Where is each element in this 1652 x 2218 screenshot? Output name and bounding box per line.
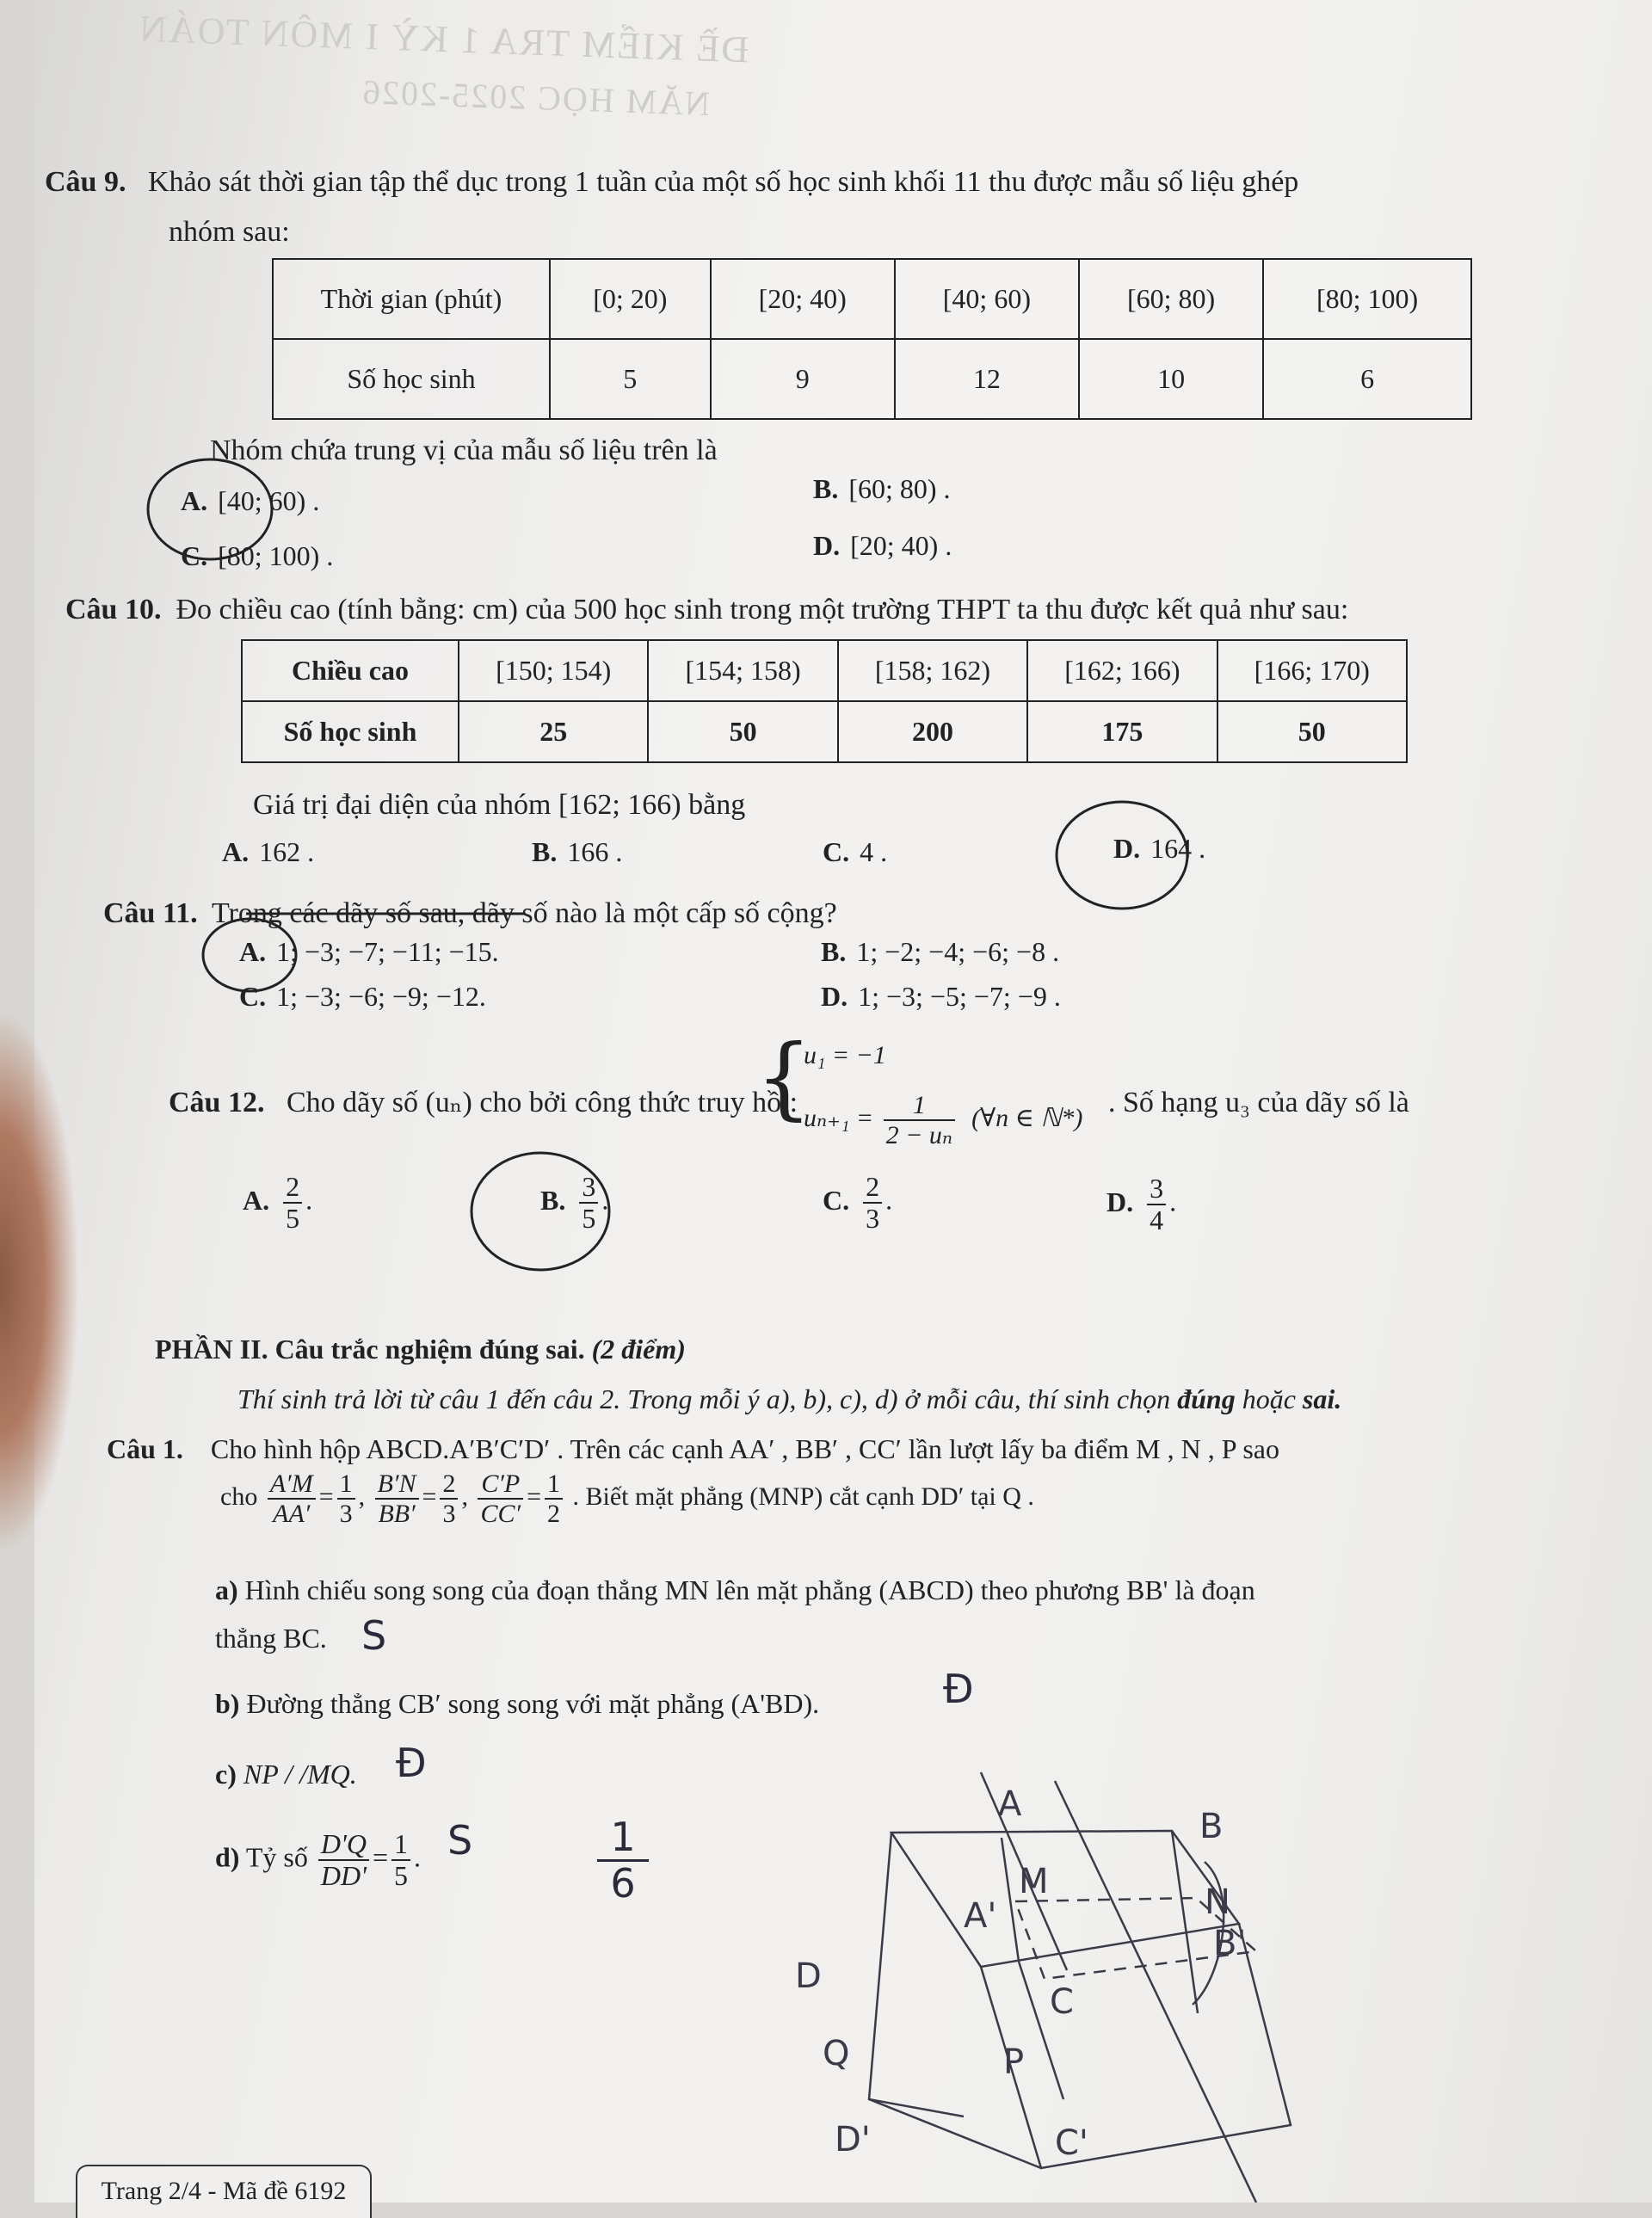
- option-key: D.: [821, 981, 848, 1012]
- option-key: D.: [1113, 833, 1141, 864]
- p2q1-f3-val: [545, 1469, 563, 1528]
- part2-instruction-b2: sai.: [1302, 1383, 1342, 1414]
- q10-option-d: [1113, 833, 1205, 865]
- q9-line2: nhóm sau:: [169, 216, 290, 248]
- q9-option-d: [813, 530, 952, 562]
- p2q1-line2-post: . Biết mặt phẳng (MNP) cắt cạnh DD′ tại Q .: [572, 1482, 1034, 1511]
- q10-table: [241, 639, 1408, 763]
- option-key: B.: [813, 473, 839, 504]
- q10-line: [65, 589, 1348, 631]
- frac-num: 1: [545, 1469, 563, 1500]
- p2q1-c-key: c): [215, 1759, 237, 1790]
- p2q1-label: Câu 1.: [107, 1433, 183, 1464]
- option-value: 166 .: [567, 836, 623, 867]
- sketch-label: P: [1003, 2042, 1025, 2082]
- q9-cell: [20; 40): [711, 259, 895, 339]
- sketch-label: M: [1019, 1862, 1049, 1901]
- q12-formula-lhs: uₙ₊₁ =: [804, 1103, 874, 1132]
- option-key: D.: [813, 530, 841, 561]
- q12-formula-line1: u₁ = −1: [804, 1041, 886, 1069]
- option-num: 3: [1147, 1174, 1166, 1205]
- q12-formula-fraction: [884, 1091, 955, 1149]
- p2q1-d-val: [391, 1829, 410, 1891]
- q9-cell: 9: [711, 339, 895, 419]
- part2-instruction-pre: Thí sinh trả lời từ câu 1 đến câu 2. Trong mỗi ý a), b), c), d) ở mỗi câu, thí sinh chọn: [237, 1383, 1171, 1414]
- option-fraction: [283, 1172, 302, 1234]
- frac-den: 5: [393, 1860, 408, 1892]
- frac-den: 3: [442, 1500, 456, 1528]
- option-value: 162 .: [259, 836, 315, 867]
- frac-num: C′P: [478, 1469, 523, 1500]
- q12-formula-line2: [804, 1091, 1082, 1149]
- part2-heading: PHẦN II. Câu trắc nghiệm đúng sai.: [155, 1334, 585, 1365]
- sketch-label: Q: [823, 2034, 850, 2073]
- q9-option-c: [181, 540, 333, 572]
- sketch-label: C: [1050, 1982, 1074, 2022]
- q10-cell: [154; 158): [648, 640, 837, 701]
- option-value: 4 .: [860, 836, 888, 867]
- q10-option-b: [532, 836, 622, 868]
- option-value: 1; −3; −6; −9; −12.: [276, 981, 486, 1012]
- option-num: 3: [579, 1172, 598, 1204]
- option-key: C.: [823, 1184, 850, 1216]
- q9-prompt: Nhóm chứa trung vị của mẫu số liệu trên là: [210, 434, 718, 466]
- hand-fraction-den: 6: [597, 1859, 649, 1906]
- option-key: D.: [1106, 1186, 1134, 1217]
- option-key: C.: [823, 836, 850, 867]
- hand-mark-d: S: [447, 1817, 473, 1864]
- option-fraction: [1147, 1174, 1166, 1235]
- option-key: B.: [540, 1184, 566, 1216]
- p2q1-d-key: d): [215, 1841, 240, 1873]
- sketch-label: D: [795, 1956, 822, 1996]
- q12-brace: {: [755, 1025, 813, 1130]
- option-value: 164 .: [1150, 833, 1206, 864]
- q9-cell: 12: [895, 339, 1079, 419]
- p2q1-d: d) Tỷ số $\frac{D'Q}{DD'}$ = $\frac{1}{5}$ .: [215, 1828, 421, 1892]
- part2-instruction-b1: đúng: [1177, 1383, 1236, 1414]
- p2q1-d-frac: [318, 1829, 369, 1891]
- option-value: 1; −2; −4; −6; −8 .: [856, 936, 1060, 967]
- option-den: 5: [286, 1203, 300, 1235]
- option-den: 5: [582, 1203, 596, 1235]
- q9-cell: Số học sinh: [273, 339, 550, 419]
- q9-text: Khảo sát thời gian tập thể dục trong 1 tuần của một số học sinh khối 11 thu được mẫu số liệu ghép: [147, 166, 1299, 198]
- q10-cell: 175: [1027, 701, 1217, 762]
- p2q1-line2-pre: cho: [220, 1482, 258, 1511]
- q9-option-a: [181, 485, 319, 517]
- option-key: B.: [532, 836, 558, 867]
- q10-cell: [150; 154): [459, 640, 648, 701]
- q9-label: Câu 9.: [45, 166, 126, 198]
- q10-cell: 25: [459, 701, 648, 762]
- q12-formula-num: 1: [884, 1091, 955, 1121]
- q10-option-c: [823, 836, 887, 868]
- q10-prompt: Giá trị đại diện của nhóm [162; 166) bằng: [253, 789, 746, 821]
- q12-option-b: B. $\frac{3}{5}$ .: [540, 1171, 609, 1235]
- q11-option-d: [821, 981, 1061, 1013]
- q9-cell: 5: [550, 339, 711, 419]
- p2q1-a-text2: thẳng BC.: [215, 1623, 327, 1654]
- q12-option-d: D. $\frac{3}{4}$ .: [1106, 1173, 1177, 1236]
- q10-table-row: [242, 640, 1407, 701]
- part2-heading-line: [155, 1330, 686, 1369]
- frac-den: 2: [546, 1500, 560, 1528]
- sketch-label: A': [964, 1896, 997, 1936]
- p2q1-a-text: Hình chiếu song song của đoạn thẳng MN lên mặt phẳng (ABCD) theo phương BB' là đoạn: [244, 1574, 1255, 1605]
- p2q1-f1-val: [337, 1469, 355, 1528]
- q11-option-a: [239, 936, 499, 968]
- frac-num: A′M: [268, 1469, 316, 1500]
- hand-fraction: [597, 1815, 649, 1905]
- q12-label: Câu 12.: [169, 1087, 265, 1118]
- frac-num: B′N: [375, 1469, 419, 1500]
- option-value: 1; −3; −5; −7; −9 .: [858, 981, 1061, 1012]
- q10-cell: [166; 170): [1217, 640, 1407, 701]
- bleed-through-text-2: NĂM HỌC 2025-2026: [361, 71, 711, 124]
- option-value: [80; 100) .: [218, 540, 334, 571]
- frac-den: CC′: [480, 1500, 521, 1528]
- p2q1-f2: [375, 1469, 419, 1528]
- q9-cell: [80; 100): [1263, 259, 1471, 339]
- q9-cell: 6: [1263, 339, 1471, 419]
- option-value: 1; −3; −7; −11; −15.: [276, 936, 499, 967]
- frac-num: 2: [440, 1469, 458, 1500]
- p2q1-line1: [107, 1430, 1279, 1469]
- frac-num: D'Q: [318, 1829, 369, 1861]
- q9-cell: Thời gian (phút): [273, 259, 550, 339]
- page-footer: Trang 2/4 - Mã đề 6192: [76, 2165, 372, 2218]
- hand-mark-b: Đ: [943, 1666, 974, 1712]
- q10-label: Câu 10.: [65, 594, 162, 625]
- bleed-through-text: ĐỀ KIỂM TRA 1 KỲ I MÔN TOÁN: [137, 7, 749, 71]
- sketch-label: B: [1199, 1807, 1224, 1846]
- p2q1-f3: [478, 1469, 523, 1528]
- frac-den: DD': [320, 1860, 367, 1892]
- p2q1-b-text: Đường thẳng CB′ song song với mặt phẳng (A'BD).: [246, 1688, 820, 1719]
- q9-table: [272, 258, 1472, 420]
- part2-instruction-mid: hoặc: [1242, 1383, 1296, 1414]
- p2q1-c-text: NP / /MQ.: [243, 1759, 357, 1790]
- q9-cell: [60; 80): [1079, 259, 1263, 339]
- p2q1-f2-val: [440, 1469, 458, 1528]
- option-den: 3: [866, 1203, 880, 1235]
- q11-option-c: [239, 981, 486, 1013]
- q10-cell: [162; 166): [1027, 640, 1217, 701]
- q10-cell: 50: [1217, 701, 1407, 762]
- q11-line: [103, 893, 837, 934]
- q10-table-row: [242, 701, 1407, 762]
- frac-num: 1: [337, 1469, 355, 1500]
- p2q1-d-text-pre: Tỷ số: [245, 1841, 308, 1873]
- p2q1-b: [215, 1685, 819, 1723]
- option-num: 2: [863, 1172, 882, 1204]
- q10-cell: Số học sinh: [242, 701, 459, 762]
- p2q1-a: [215, 1571, 1255, 1610]
- frac-den: BB′: [378, 1500, 416, 1528]
- q12-text-after: . Số hạng u₃ của dãy số là: [1108, 1087, 1409, 1118]
- option-den: 4: [1150, 1204, 1164, 1236]
- q10-text: Đo chiều cao (tính bằng: cm) của 500 học sinh trong một trường THPT ta thu được kết quả như sau:: [176, 594, 1349, 625]
- q12-formula-den: 2 − uₙ: [885, 1121, 953, 1149]
- p2q1-b-key: b): [215, 1688, 240, 1719]
- option-value: [60; 80) .: [848, 473, 951, 504]
- frac-den: 3: [339, 1500, 353, 1528]
- q9-table-row: [273, 339, 1471, 419]
- q12-option-a: A. $\frac{2}{5}$ .: [243, 1171, 313, 1235]
- q12-text-before: Cho dãy số (uₙ) cho bởi công thức truy hồi:: [286, 1087, 798, 1118]
- q10-cell: 50: [648, 701, 837, 762]
- option-num: 2: [283, 1172, 302, 1204]
- option-value: [20; 40) .: [850, 530, 952, 561]
- q10-cell: Chiều cao: [242, 640, 459, 701]
- part2-points: (2 điểm): [591, 1334, 686, 1365]
- sketch-label: B': [1213, 1924, 1247, 1963]
- p2q1-line2: cho $\frac{A'M}{AA'}$ = $\frac{1}{3}$ , $\frac{B'N}{BB'}$ = $\frac{2}{3}$ , $\frac{C'P}{CC'}$ = $\frac{1}{2}$ . Biết mặt phẳng (MNP) cắt cạnh DD′ tại Q .: [220, 1469, 1034, 1528]
- option-key: A.: [243, 1184, 270, 1216]
- hand-mark-a: S: [361, 1612, 387, 1659]
- q9-option-b: [813, 473, 951, 505]
- q10-option-a: [222, 836, 314, 868]
- option-key: A.: [181, 485, 208, 516]
- q9-cell: 10: [1079, 339, 1263, 419]
- option-key: A.: [222, 836, 250, 867]
- sketch-label: C': [1055, 2123, 1088, 2163]
- q9-cell: [40; 60): [895, 259, 1079, 339]
- frac-den: AA′: [273, 1500, 311, 1528]
- option-fraction: [863, 1172, 882, 1234]
- q11-text: Trong các dãy số sau, dãy số nào là một cấp số cộng?: [211, 897, 837, 929]
- option-key: C.: [239, 981, 267, 1012]
- q11-label: Câu 11.: [103, 897, 198, 929]
- q12-option-c: C. $\frac{2}{3}$ .: [823, 1171, 893, 1235]
- q9-cell: [0; 20): [550, 259, 711, 339]
- sketch-label: N: [1205, 1882, 1230, 1922]
- sketch-label: A: [998, 1784, 1022, 1824]
- sketch-label: D': [835, 2120, 871, 2159]
- q11-option-b: [821, 936, 1059, 968]
- p2q1-c: [215, 1755, 357, 1794]
- frac-num: 1: [391, 1829, 410, 1861]
- thumb-shadow: [0, 1015, 77, 1549]
- q12-line: [169, 1082, 798, 1124]
- p2q1-f1: [268, 1469, 316, 1528]
- option-value: [40; 60) .: [218, 485, 320, 516]
- hand-mark-c: Đ: [396, 1740, 427, 1786]
- p2q1-a-key: a): [215, 1574, 238, 1605]
- option-key: C.: [181, 540, 208, 571]
- q12-formula-cond: (∀n ∈ ℕ*): [971, 1103, 1083, 1132]
- option-fraction: [579, 1172, 598, 1234]
- q10-cell: 200: [838, 701, 1027, 762]
- q9-table-row: [273, 259, 1471, 339]
- q9-line1: [45, 162, 1298, 203]
- q10-cell: [158; 162): [838, 640, 1027, 701]
- option-key: A.: [239, 936, 267, 967]
- hand-fraction-num: 1: [610, 1814, 636, 1860]
- p2q1-line1-text: Cho hình hộp ABCD.A′B′C′D′ . Trên các cạnh AA′ , BB′ , CC′ lần lượt lấy ba điểm M , N , P sao: [210, 1433, 1279, 1464]
- part2-instruction: [237, 1380, 1341, 1419]
- option-key: B.: [821, 936, 847, 967]
